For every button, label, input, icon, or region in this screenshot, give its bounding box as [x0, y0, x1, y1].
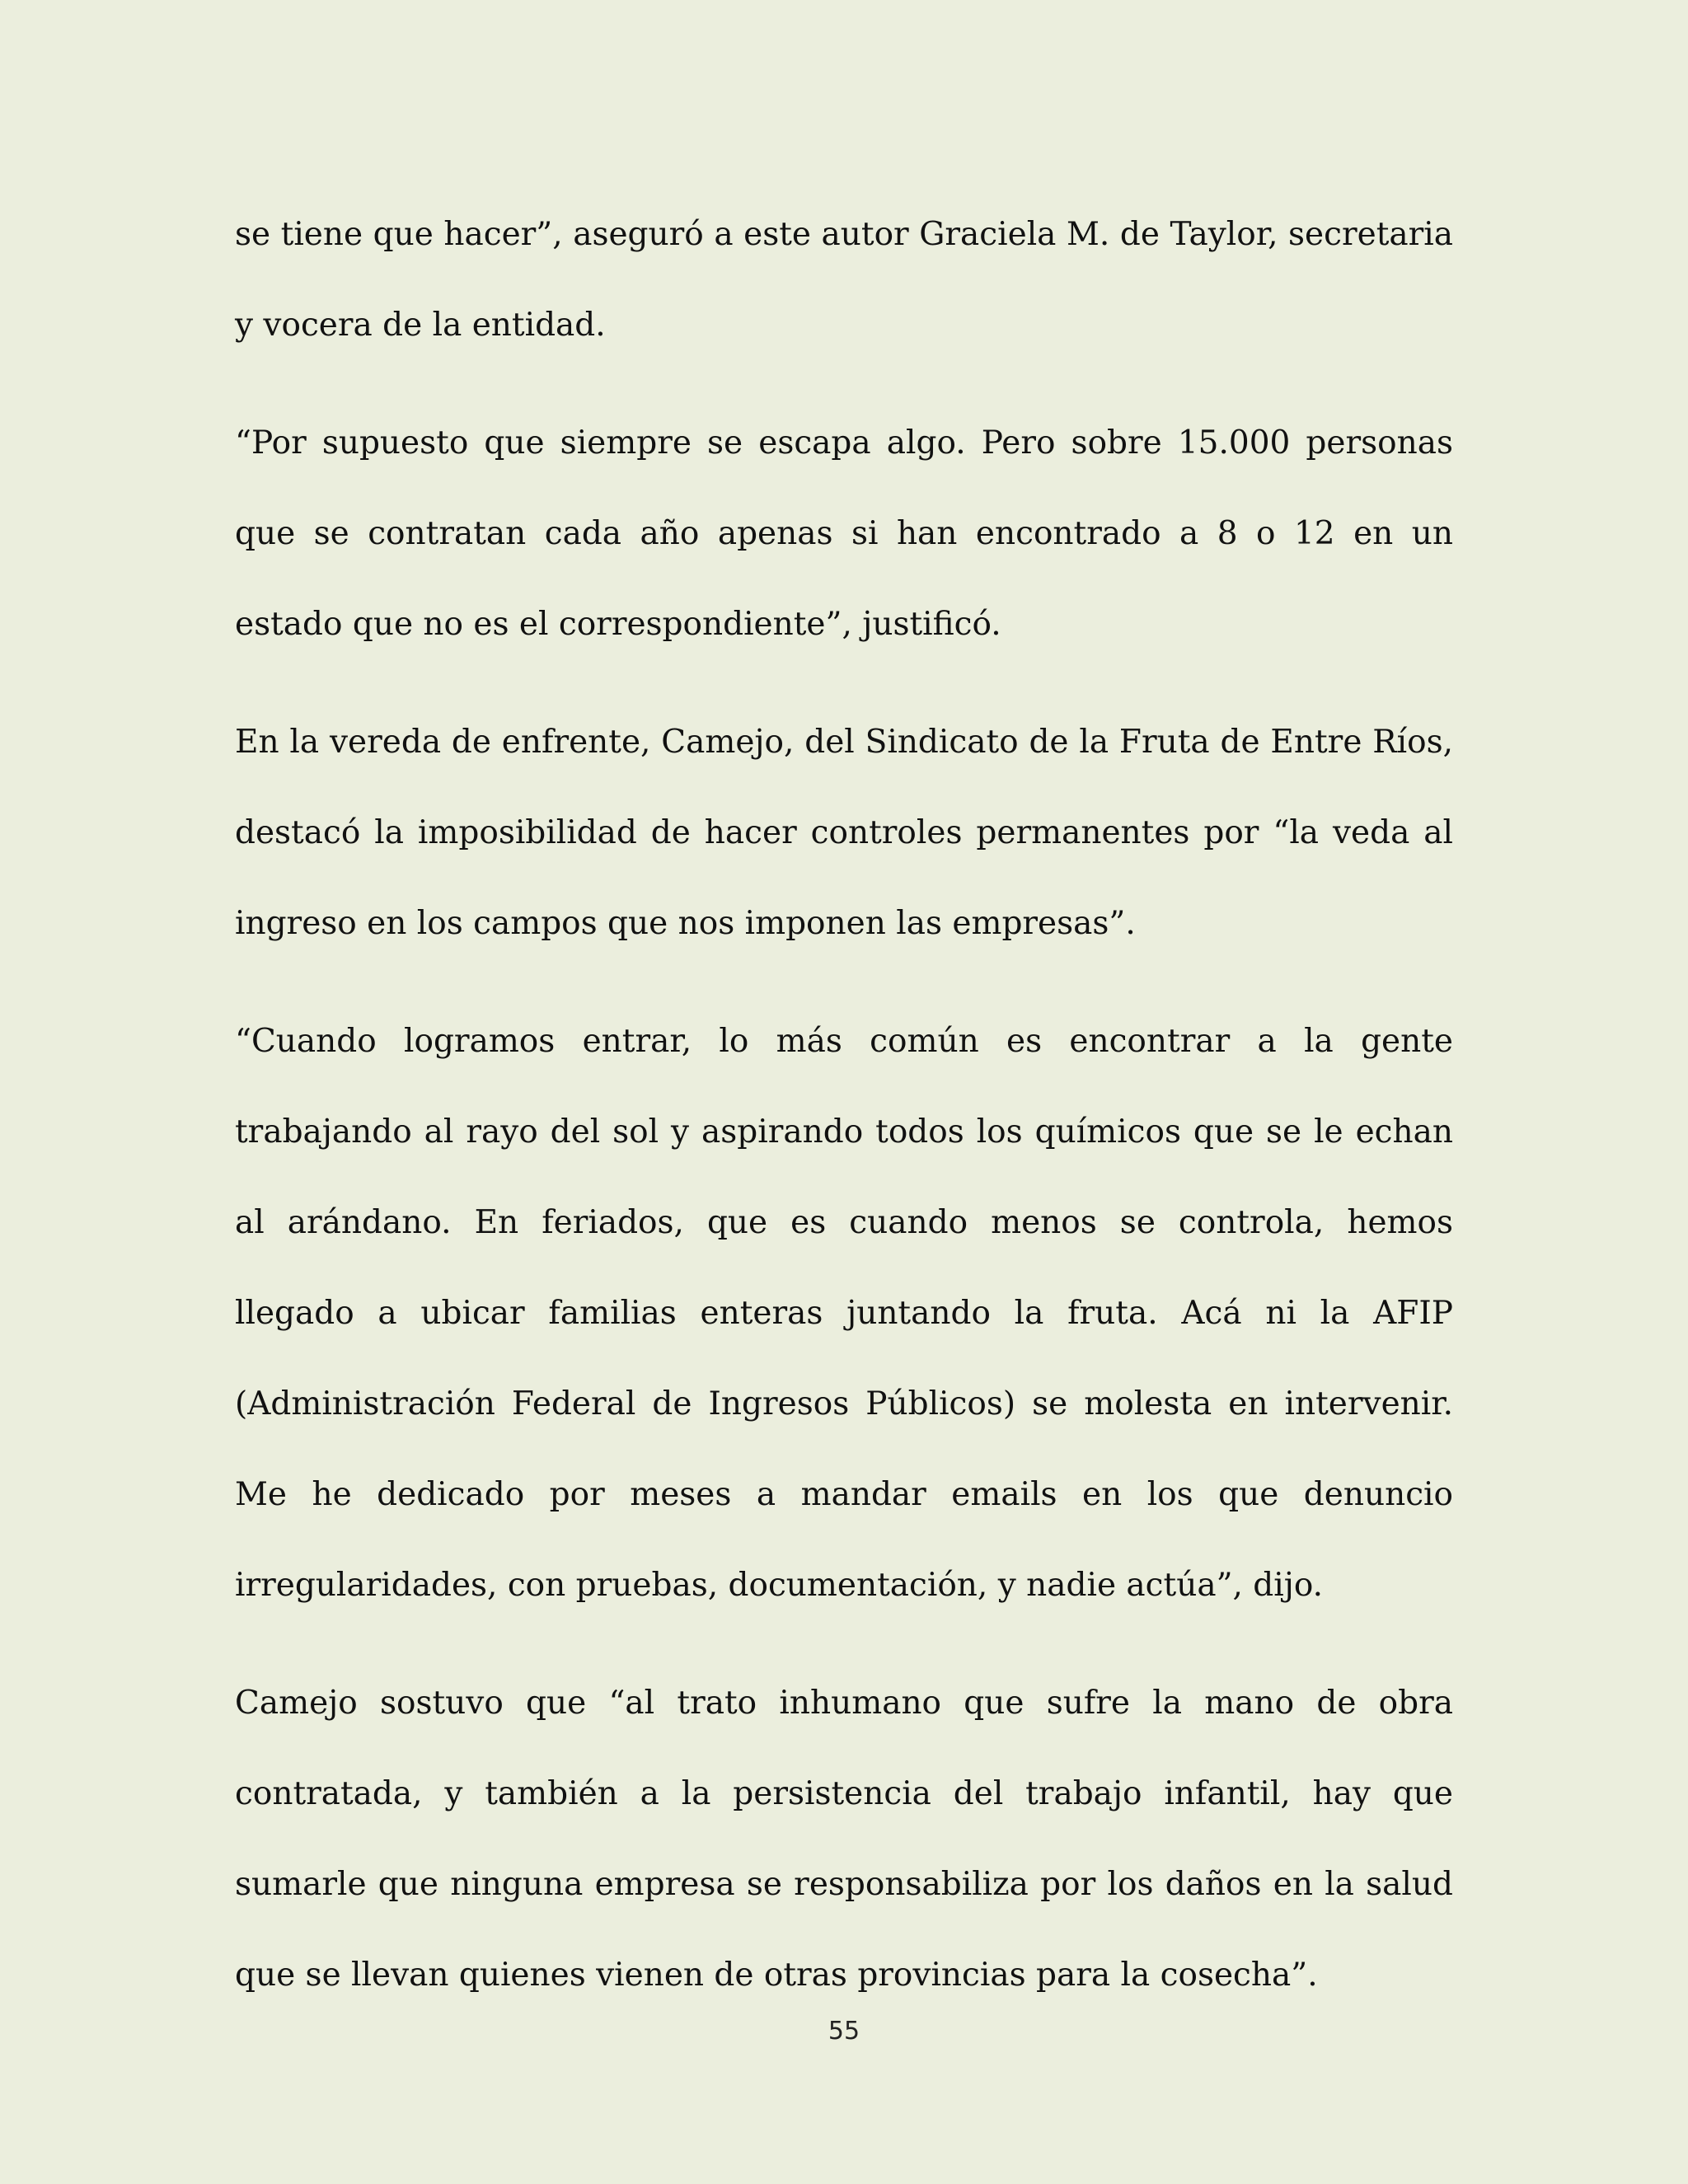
paragraph-4: “Cuando logramos entrar, lo más común es encontrar a la gente trabajando al rayo del sol y aspirando todos los químicos que se le echan al arándano. En feriados, que es cuando menos se controla, hemos llegado a ubicar familias enteras juntando la fruta. Acá ni la AFIP (Administración Federal de Ingresos Públicos) se molesta en intervenir. Me he dedicado por meses a mandar emails en los que denuncio irregularidades, con pruebas, documentación, y nadie actúa”, dijo.	[235, 1023, 1453, 1604]
paragraph-3: En la vereda de enfrente, Camejo, del Sindicato de la Fruta de Entre Ríos, destacó la imposibilidad de hacer controles permanentes por “la veda al ingreso en los campos que nos imponen las empresas”.	[235, 724, 1453, 942]
body-text	[235, 190, 1453, 2021]
paragraph-2: “Por supuesto que siempre se escapa algo. Pero sobre 15.000 personas que se contratan cada año apenas si han encontrado a 8 o 12 en un estado que no es el correspondiente”, justificó.	[235, 424, 1453, 643]
paragraph-5: Camejo sostuvo que “al trato inhumano que sufre la mano de obra contratada, y también a la persistencia del trabajo infantil, hay que sumarle que ninguna empresa se responsabiliza por los daños en la salud que se llevan quienes vienen de otras provincias para la cosecha”.	[235, 1685, 1453, 1994]
paragraph-1: se tiene que hacer”, aseguró a este autor Graciela M. de Taylor, secretaria y vocera de la entidad.	[235, 216, 1453, 344]
page-number: 55	[828, 2017, 860, 2046]
